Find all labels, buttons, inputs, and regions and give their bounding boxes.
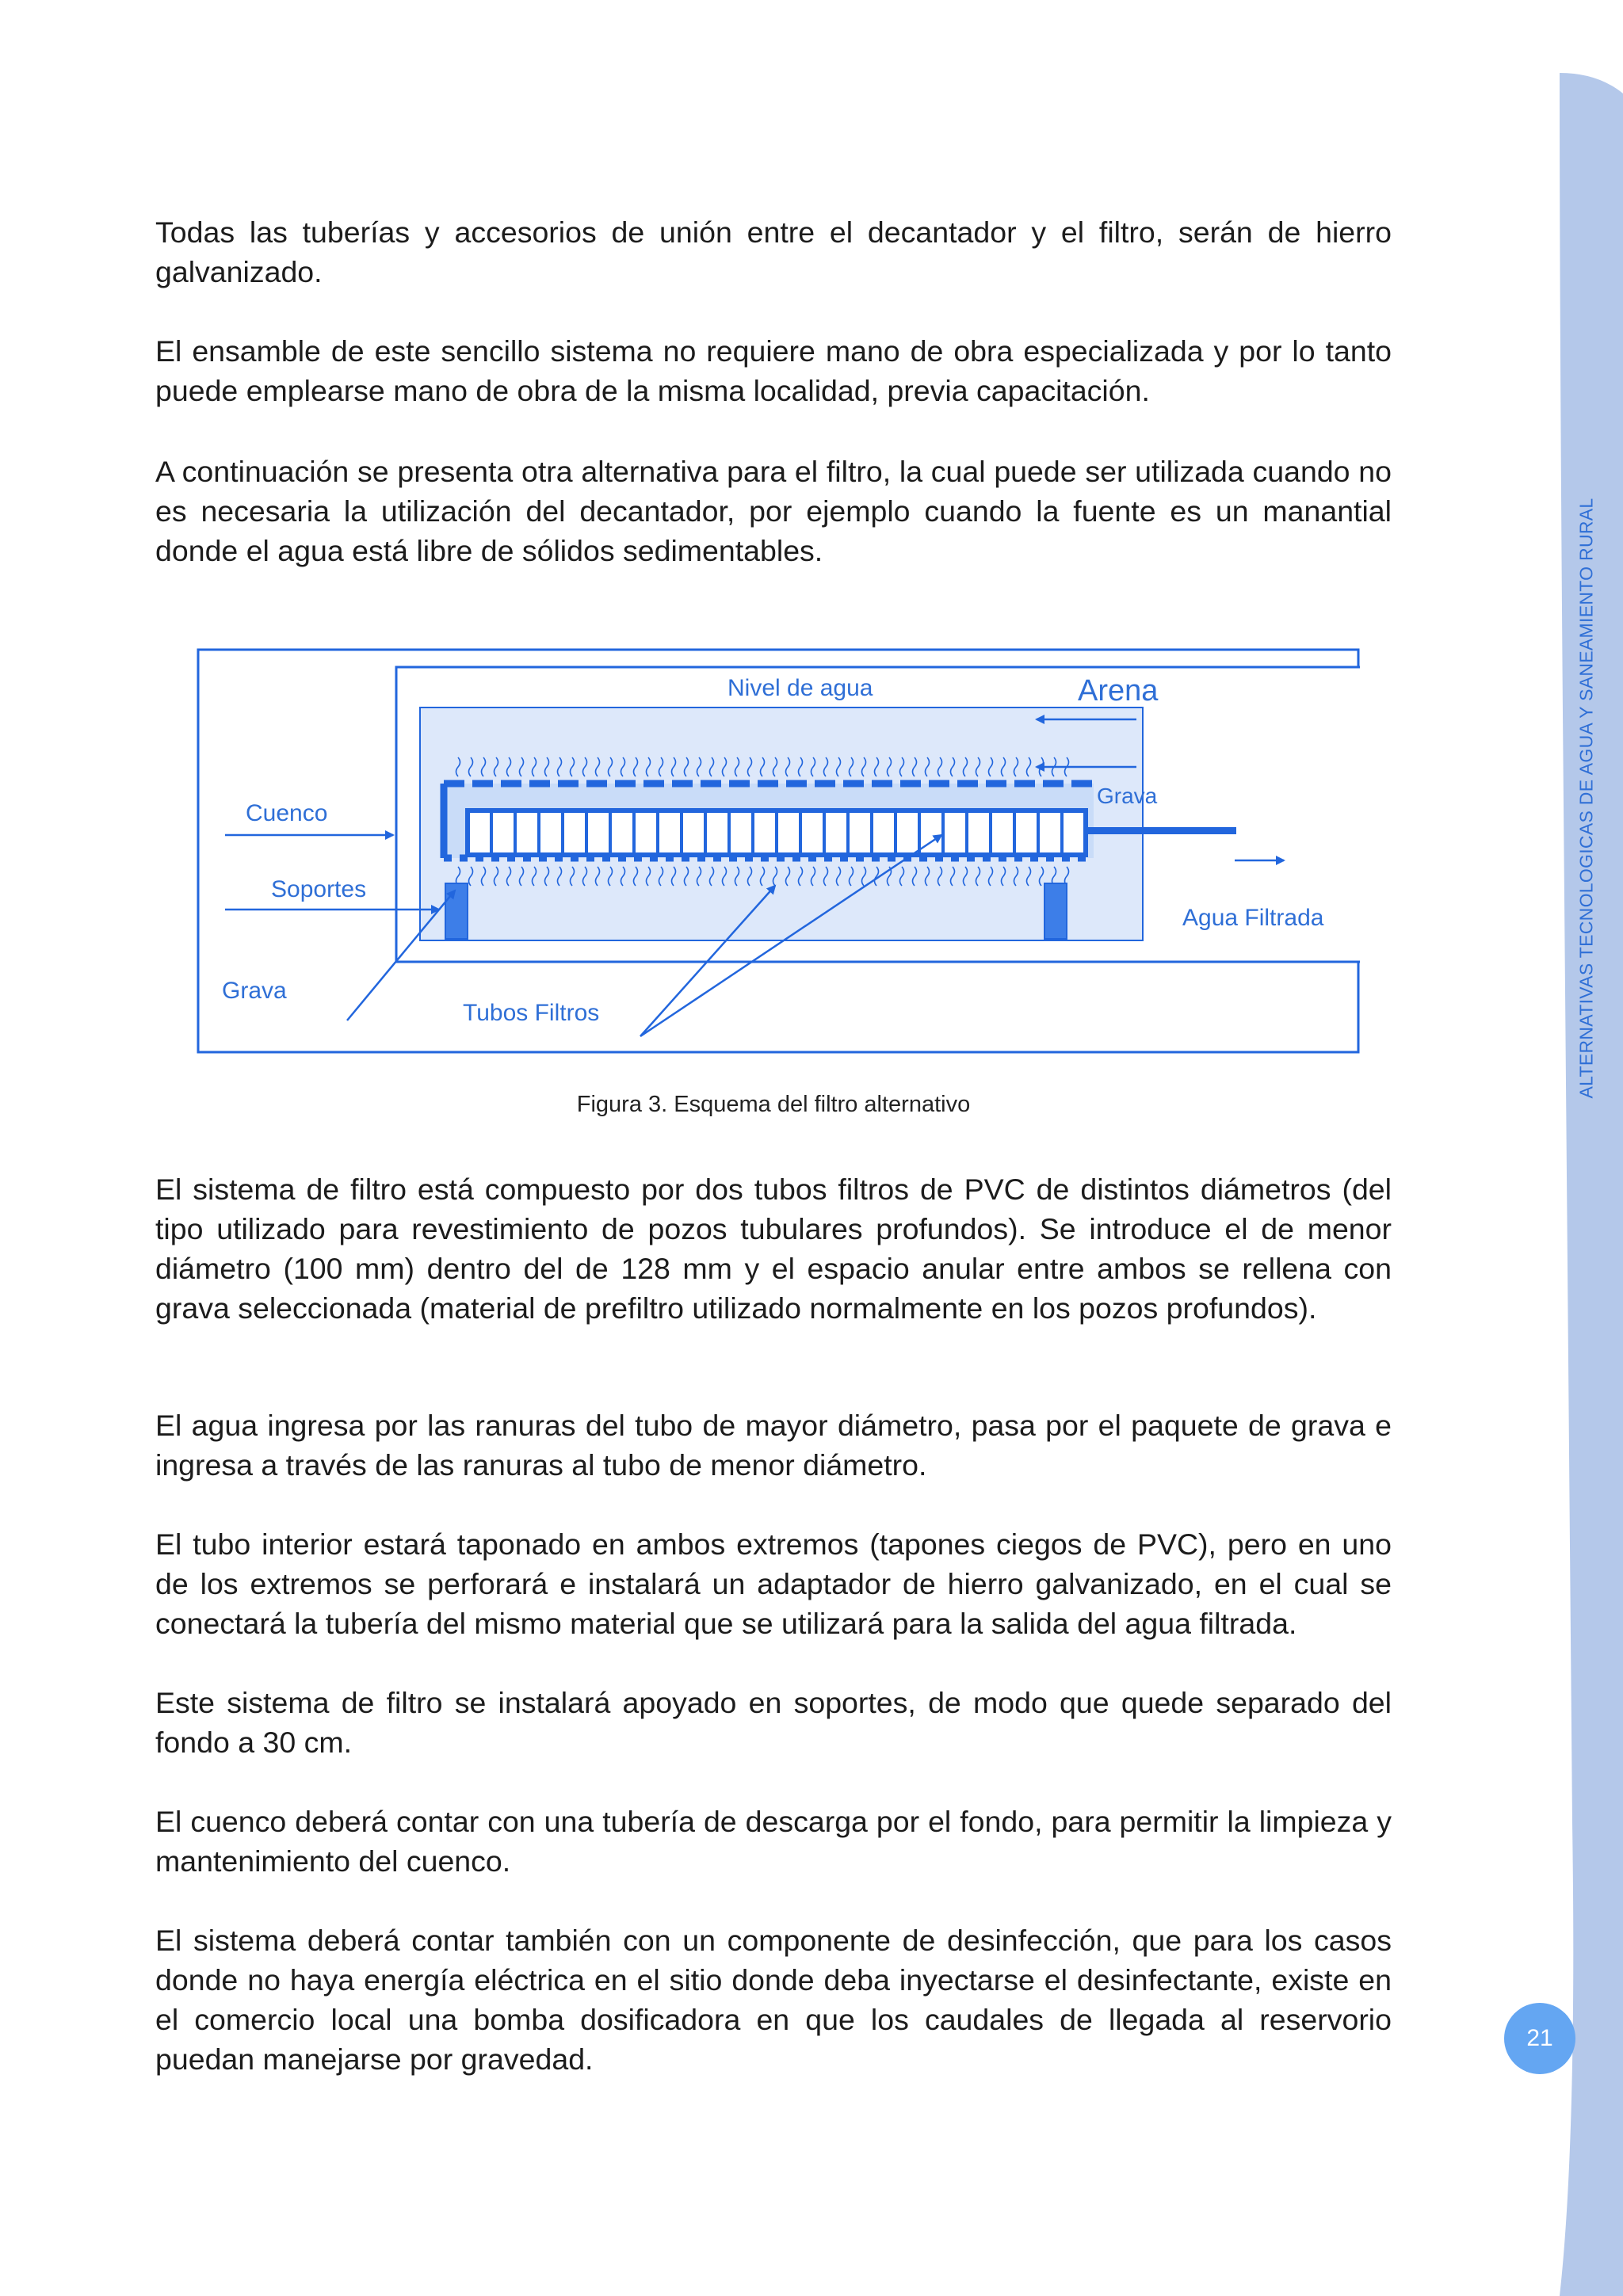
label-tubos-filtros: Tubos Filtros: [463, 1000, 600, 1026]
paragraph-9: El sistema deberá contar también con un componente de desinfección, que para los casos donde no haya energía eléctrica en el sitio donde deba inyectarse el desinfectante, existe en el comercio local una bomba dosificadora en que los caudales de llegada al reservorio puedan manejarse por gravedad.: [155, 1924, 1392, 2076]
paragraph-5: El agua ingresa por las ranuras del tubo de mayor diámetro, pasa por el paquete de grava e ingresa a través de las ranuras al tubo de menor diámetro.: [155, 1409, 1392, 1482]
figure-caption: Figura 3. Esquema del filtro alternativo: [576, 1092, 971, 1117]
paragraph-4: El sistema de filtro está compuesto por dos tubos filtros de PVC de distintos diámetros (del tipo utilizado para revestimiento de pozos tubulares profundos). Se introduce el de menor diámetro (100 mm) dentro del de 128 mm y el espacio anular entre ambos se rellena con grava seleccionada (material de prefiltro utilizado normalmente en los pozos profundos).: [155, 1173, 1392, 1325]
support-left: [445, 883, 468, 939]
label-grava-top: Grava: [1097, 784, 1158, 808]
outlet-pipe: [1086, 827, 1236, 834]
paragraph-6: El tubo interior estará taponado en ambos extremos (tapones ciegos de PVC), pero en uno de los extremos se perforará e instalará un adaptador de hierro galvanizado, en el cual se conectará la tubería del mismo material que se utilizará para la salida del agua filtrada.: [155, 1527, 1392, 1640]
page-number-badge: [1504, 2003, 1575, 2074]
label-soportes: Soportes: [271, 876, 367, 902]
paragraph-2: El ensamble de este sencillo sistema no requiere mano de obra especializada y por lo tanto puede emplearse mano de obra de la misma localidad, previa capacitación.: [155, 334, 1392, 407]
running-header-text: ALTERNATIVAS TECNOLOGICAS DE AGUA Y SANEAMIENTO RURAL: [1575, 497, 1597, 1099]
paragraph-1: Todas las tuberías y accesorios de unión entre el decantador y el filtro, serán de hierro galvanizado.: [155, 215, 1392, 288]
label-arena: Arena: [1078, 674, 1159, 707]
paragraph-3: A continuación se presenta otra alternativa para el filtro, la cual puede ser utilizada cuando no es necesaria la utilización del decantador, por ejemplo cuando la fuente es un manantial donde el agua está libre de sólidos sedimentables.: [155, 455, 1392, 567]
paragraph-8: El cuenco deberá contar con una tubería de descarga por el fondo, para permitir la limpieza y mantenimiento del cuenco.: [155, 1805, 1392, 1878]
sidebar-band: [1550, 0, 1623, 2296]
filter-schematic: [197, 648, 1360, 1054]
label-agua-filtrada: Agua Filtrada: [1182, 905, 1324, 931]
label-nivel-agua: Nivel de agua: [727, 675, 873, 701]
page-number: 21: [1526, 2025, 1553, 2051]
running-header: [1573, 497, 1600, 1099]
paragraph-7: Este sistema de filtro se instalará apoyado en soportes, de modo que quede separado del fondo a 30 cm.: [155, 1686, 1392, 1759]
support-right: [1044, 883, 1067, 939]
label-cuenco: Cuenco: [246, 800, 328, 826]
label-grava-bottom: Grava: [222, 978, 287, 1004]
